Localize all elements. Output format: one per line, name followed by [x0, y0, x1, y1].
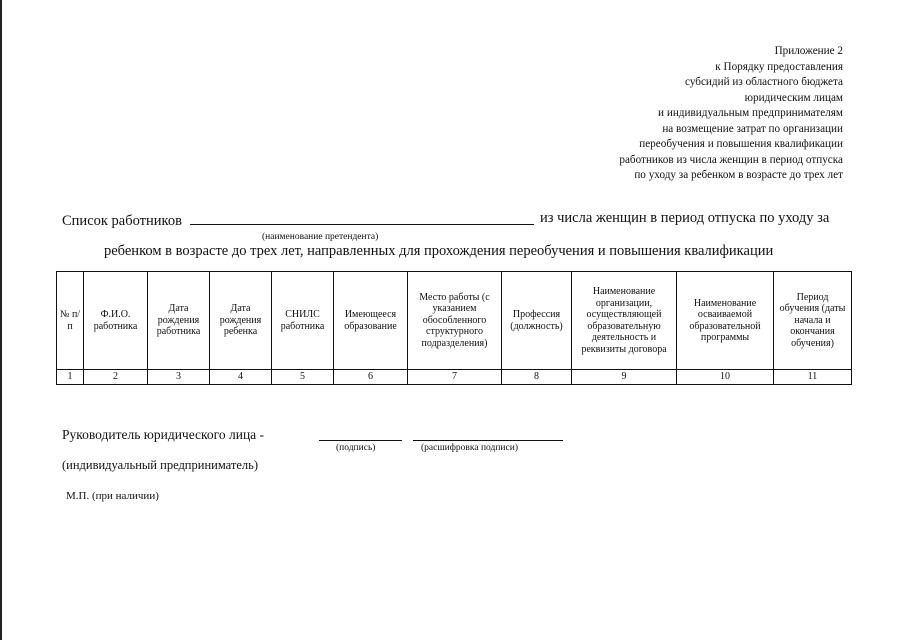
column-number: 11 [774, 370, 852, 385]
column-header: Ф.И.О. работника [84, 272, 148, 370]
appendix-line: юридическим лицам [744, 91, 843, 104]
column-header: Дата рождения работника [148, 272, 210, 370]
column-number: 1 [57, 370, 84, 385]
column-header: Наименование осваиваемой образовательной программы [677, 272, 774, 370]
column-number: 9 [572, 370, 677, 385]
column-number: 4 [210, 370, 272, 385]
entrepreneur-label: (индивидуальный предприниматель) [62, 458, 258, 472]
appendix-line: субсидий из областного бюджета [685, 76, 843, 88]
appendix-line: Приложение 2 [774, 45, 843, 57]
document-title [62, 210, 852, 230]
column-number: 6 [334, 370, 408, 385]
signature-blank [319, 440, 402, 441]
column-number: 7 [408, 370, 502, 385]
scan-left-edge [0, 0, 2, 640]
column-header: Имеющееся образование [334, 272, 408, 370]
head-label: Руководитель юридического лица - [62, 427, 265, 442]
workers-table [56, 271, 852, 385]
column-header: Период обучения (даты начала и окончания обучения) [774, 272, 852, 370]
appendix-line: работников из числа женщин в период отпуска [619, 153, 843, 166]
decode-caption: (расшифровка подписи) [421, 443, 518, 453]
signature-caption: (подпись) [336, 443, 376, 453]
column-header: Наименование организации, осуществляющей образовательную деятельность и реквизиты договора [572, 272, 677, 370]
appendix-line: переобучения и повышения квалификации [639, 138, 843, 150]
title-prefix: Список работников [62, 213, 182, 229]
column-header: Профессия (должность) [502, 272, 572, 370]
appendix-line: и индивидуальным предпринимателям [658, 107, 843, 119]
column-number: 8 [502, 370, 572, 385]
column-header: СНИЛС работника [272, 272, 334, 370]
column-header: Дата рождения ребенка [210, 272, 272, 370]
column-header: Место работы (с указанием обособленного структурного подразделения) [408, 272, 502, 370]
appendix-line: к Порядку предоставления [715, 60, 843, 73]
pretendent-caption: (наименование претендента) [262, 232, 379, 242]
column-header: № п/п [57, 272, 84, 370]
appendix-line: по уходу за ребенком в возрасте до трех лет [634, 169, 843, 181]
title-line-2: ребенком в возрасте до трех лет, направленных для прохождения переобучения и повышения квалификации [104, 243, 774, 259]
column-number: 10 [677, 370, 774, 385]
title-suffix: из числа женщин в период отпуска по уходу за [540, 210, 830, 226]
column-number: 2 [84, 370, 148, 385]
appendix-line: на возмещение затрат по организации [662, 122, 843, 135]
pretendent-blank [190, 210, 534, 225]
column-number-row [57, 370, 852, 385]
column-number: 5 [272, 370, 334, 385]
signature-decode-blank [413, 440, 563, 441]
column-number: 3 [148, 370, 210, 385]
appendix-header [619, 44, 843, 184]
stamp-label: М.П. (при наличии) [66, 490, 159, 502]
table-header-row [57, 272, 852, 370]
